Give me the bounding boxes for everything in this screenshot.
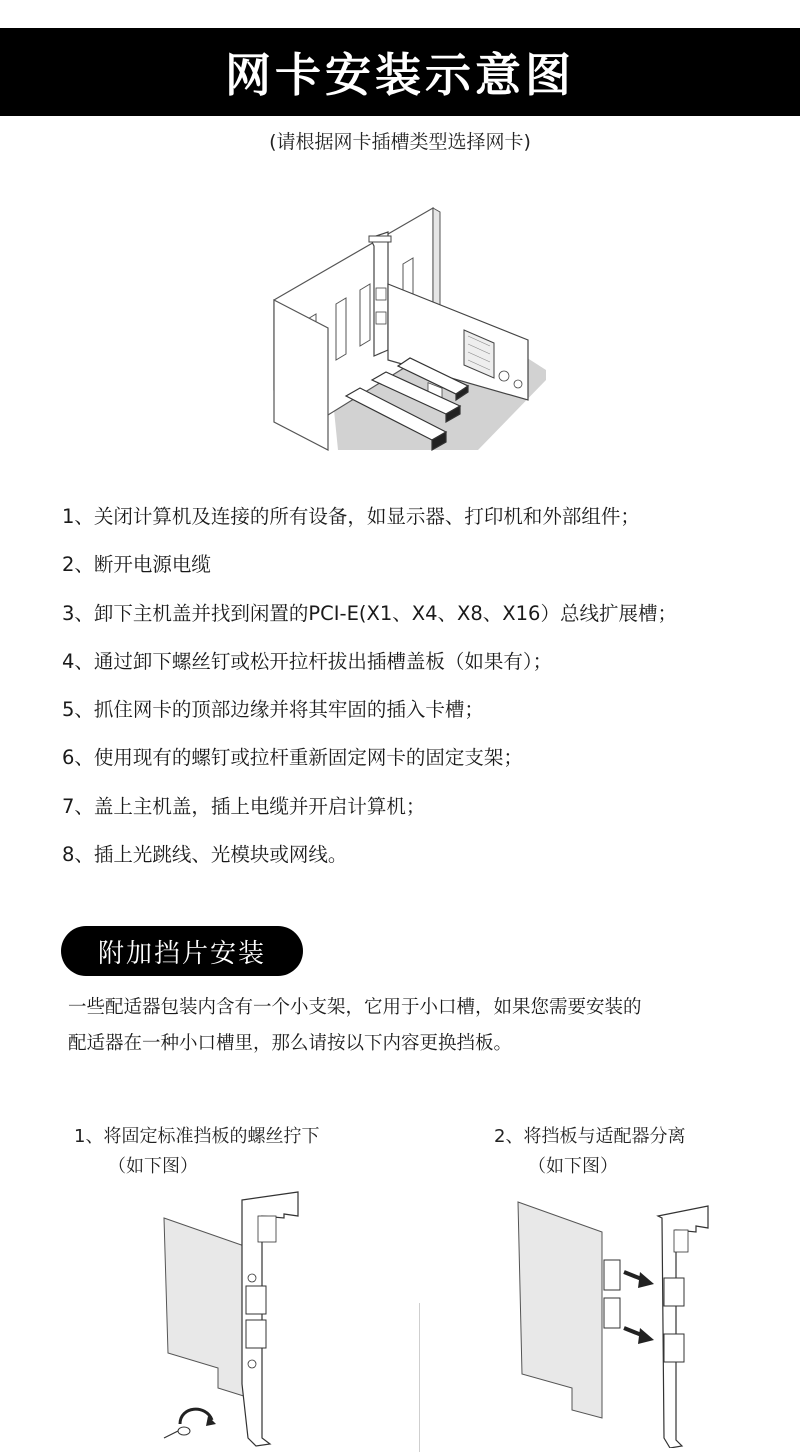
subtitle: (请根据网卡插槽类型选择网卡) (269, 131, 531, 153)
step2-caption (494, 1122, 685, 1182)
list-item: 1、关闭计算机及连接的所有设备，如显示器、打印机和外部组件； (62, 505, 640, 528)
list-item: 7、盖上主机盖，插上电缆并开启计算机； (62, 794, 426, 818)
step2-caption-line2: （如下图） (528, 1156, 618, 1177)
list-item: 2、断开电源电缆 (62, 553, 211, 577)
page-title-bar (0, 28, 800, 116)
separate-bracket-illustration (512, 1188, 712, 1448)
step2-caption-line1: 2、将挡板与适配器分离 (494, 1126, 686, 1147)
list-item: 3、卸下主机盖并找到闲置的PCI-E(X1、X4、X8、X16）总线扩展槽； (62, 601, 677, 625)
step1-caption-line1: 1、将固定标准挡板的螺丝拧下 (74, 1126, 320, 1147)
unscrew-bracket-illustration (158, 1188, 318, 1448)
list-item: 4、通过卸下螺丝钉或松开拉杆拔出插槽盖板（如果有）； (62, 649, 553, 673)
step1-caption-line2: （如下图） (108, 1156, 198, 1177)
description-line: 配适器在一种小口槽里，那么请按以下内容更换挡板。 (68, 1033, 513, 1054)
nic-installation-illustration (268, 200, 558, 460)
list-item: 8、插上光跳线、光模块或网线。 (62, 843, 348, 867)
list-item: 5、抓住网卡的顶部边缘并将其牢固的插入卡槽； (62, 698, 484, 722)
list-item: 6、使用现有的螺钉或拉杆重新固定网卡的固定支架； (62, 746, 523, 770)
description-line: 一些配适器包装内含有一个小支架，它用于小口槽，如果您需要安装的 (68, 997, 642, 1018)
section-heading-pill (61, 926, 303, 976)
step1-caption (74, 1122, 319, 1182)
column-divider (419, 1303, 420, 1452)
section-heading: 附加挡片安装 (97, 938, 266, 969)
installation-steps-list (62, 505, 782, 891)
page-title: 网卡安装示意图 (225, 48, 575, 102)
section-description (68, 990, 758, 1062)
